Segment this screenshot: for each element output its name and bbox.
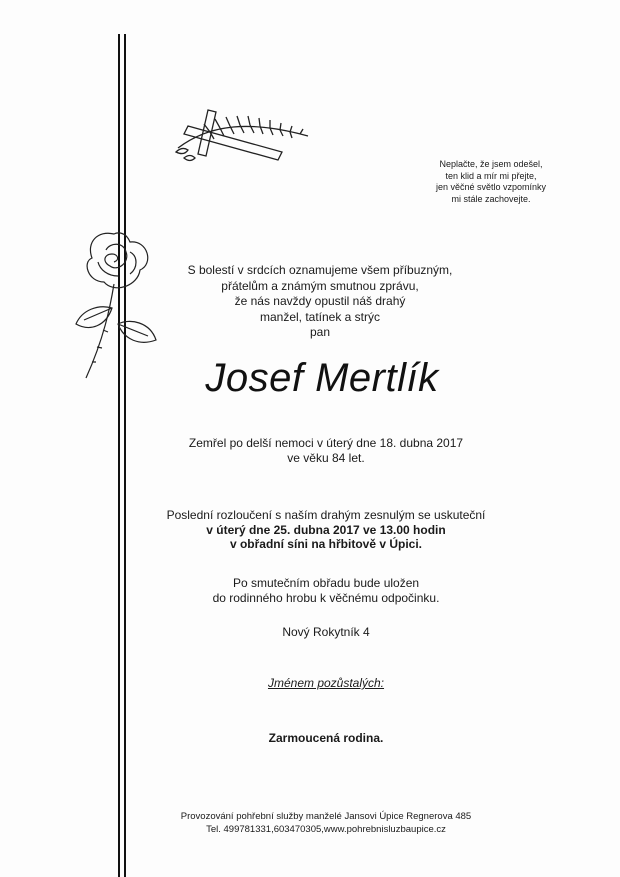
cross-with-palm-icon: [170, 108, 315, 178]
on-behalf-text: Jménem pozůstalých:: [267, 676, 385, 690]
address: Nový Rokytník 4: [282, 625, 370, 639]
death-line: ve věku 84 let.: [287, 450, 365, 465]
footer-line: Provozování pohřební služby manželé Jansovi Úpice Regnerova 485: [180, 811, 472, 822]
funeral-date: v úterý dne 25. dubna 2017 ve 13.00 hodin: [206, 522, 446, 537]
intro-line: S bolestí v srdcích oznamujeme všem příbuzným,: [187, 263, 453, 277]
on-behalf-label: [126, 676, 526, 691]
death-notice: [126, 436, 526, 465]
intro-line: že nás navždy opustil náš drahý: [234, 294, 406, 308]
verse-line: jen věčné světlo vzpomínky: [435, 182, 547, 193]
border-line-left: [118, 34, 120, 877]
announcement-intro: [150, 263, 490, 341]
funeral-service-footer: [126, 810, 526, 836]
verse-line: mi stále zachovejte.: [451, 193, 531, 204]
family-signature: Zarmoucená rodina.: [268, 731, 384, 745]
funeral-place: v obřadní síni na hřbitově v Úpici.: [229, 537, 423, 551]
burial-line: do rodinného hrobu k věčnému odpočinku.: [212, 590, 440, 605]
burial-info: [126, 576, 526, 605]
funeral-line: Poslední rozloučení s naším drahým zesnulým se uskuteční: [166, 508, 486, 522]
intro-line: přátelům a známým smutnou zprávu,: [221, 278, 419, 293]
burial-line: Po smutečním obřadu bude uložen: [232, 576, 420, 590]
verse-line: ten klid a mír mi přejte,: [445, 170, 537, 181]
footer-contact: Tel. 499781331,603470305,www.pohrebnisluzbaupice.cz: [206, 824, 446, 835]
deceased-name: Josef Mertlík: [205, 356, 439, 400]
verse-line: Neplačte, že jsem odešel,: [439, 159, 543, 169]
funeral-info: [126, 508, 526, 552]
death-line: Zemřel po delší nemoci v úterý dne 18. dubna 2017: [188, 436, 464, 450]
intro-line: manžel, tatínek a strýc: [259, 309, 381, 324]
memorial-verse: [411, 159, 571, 205]
intro-line: pan: [309, 325, 331, 339]
